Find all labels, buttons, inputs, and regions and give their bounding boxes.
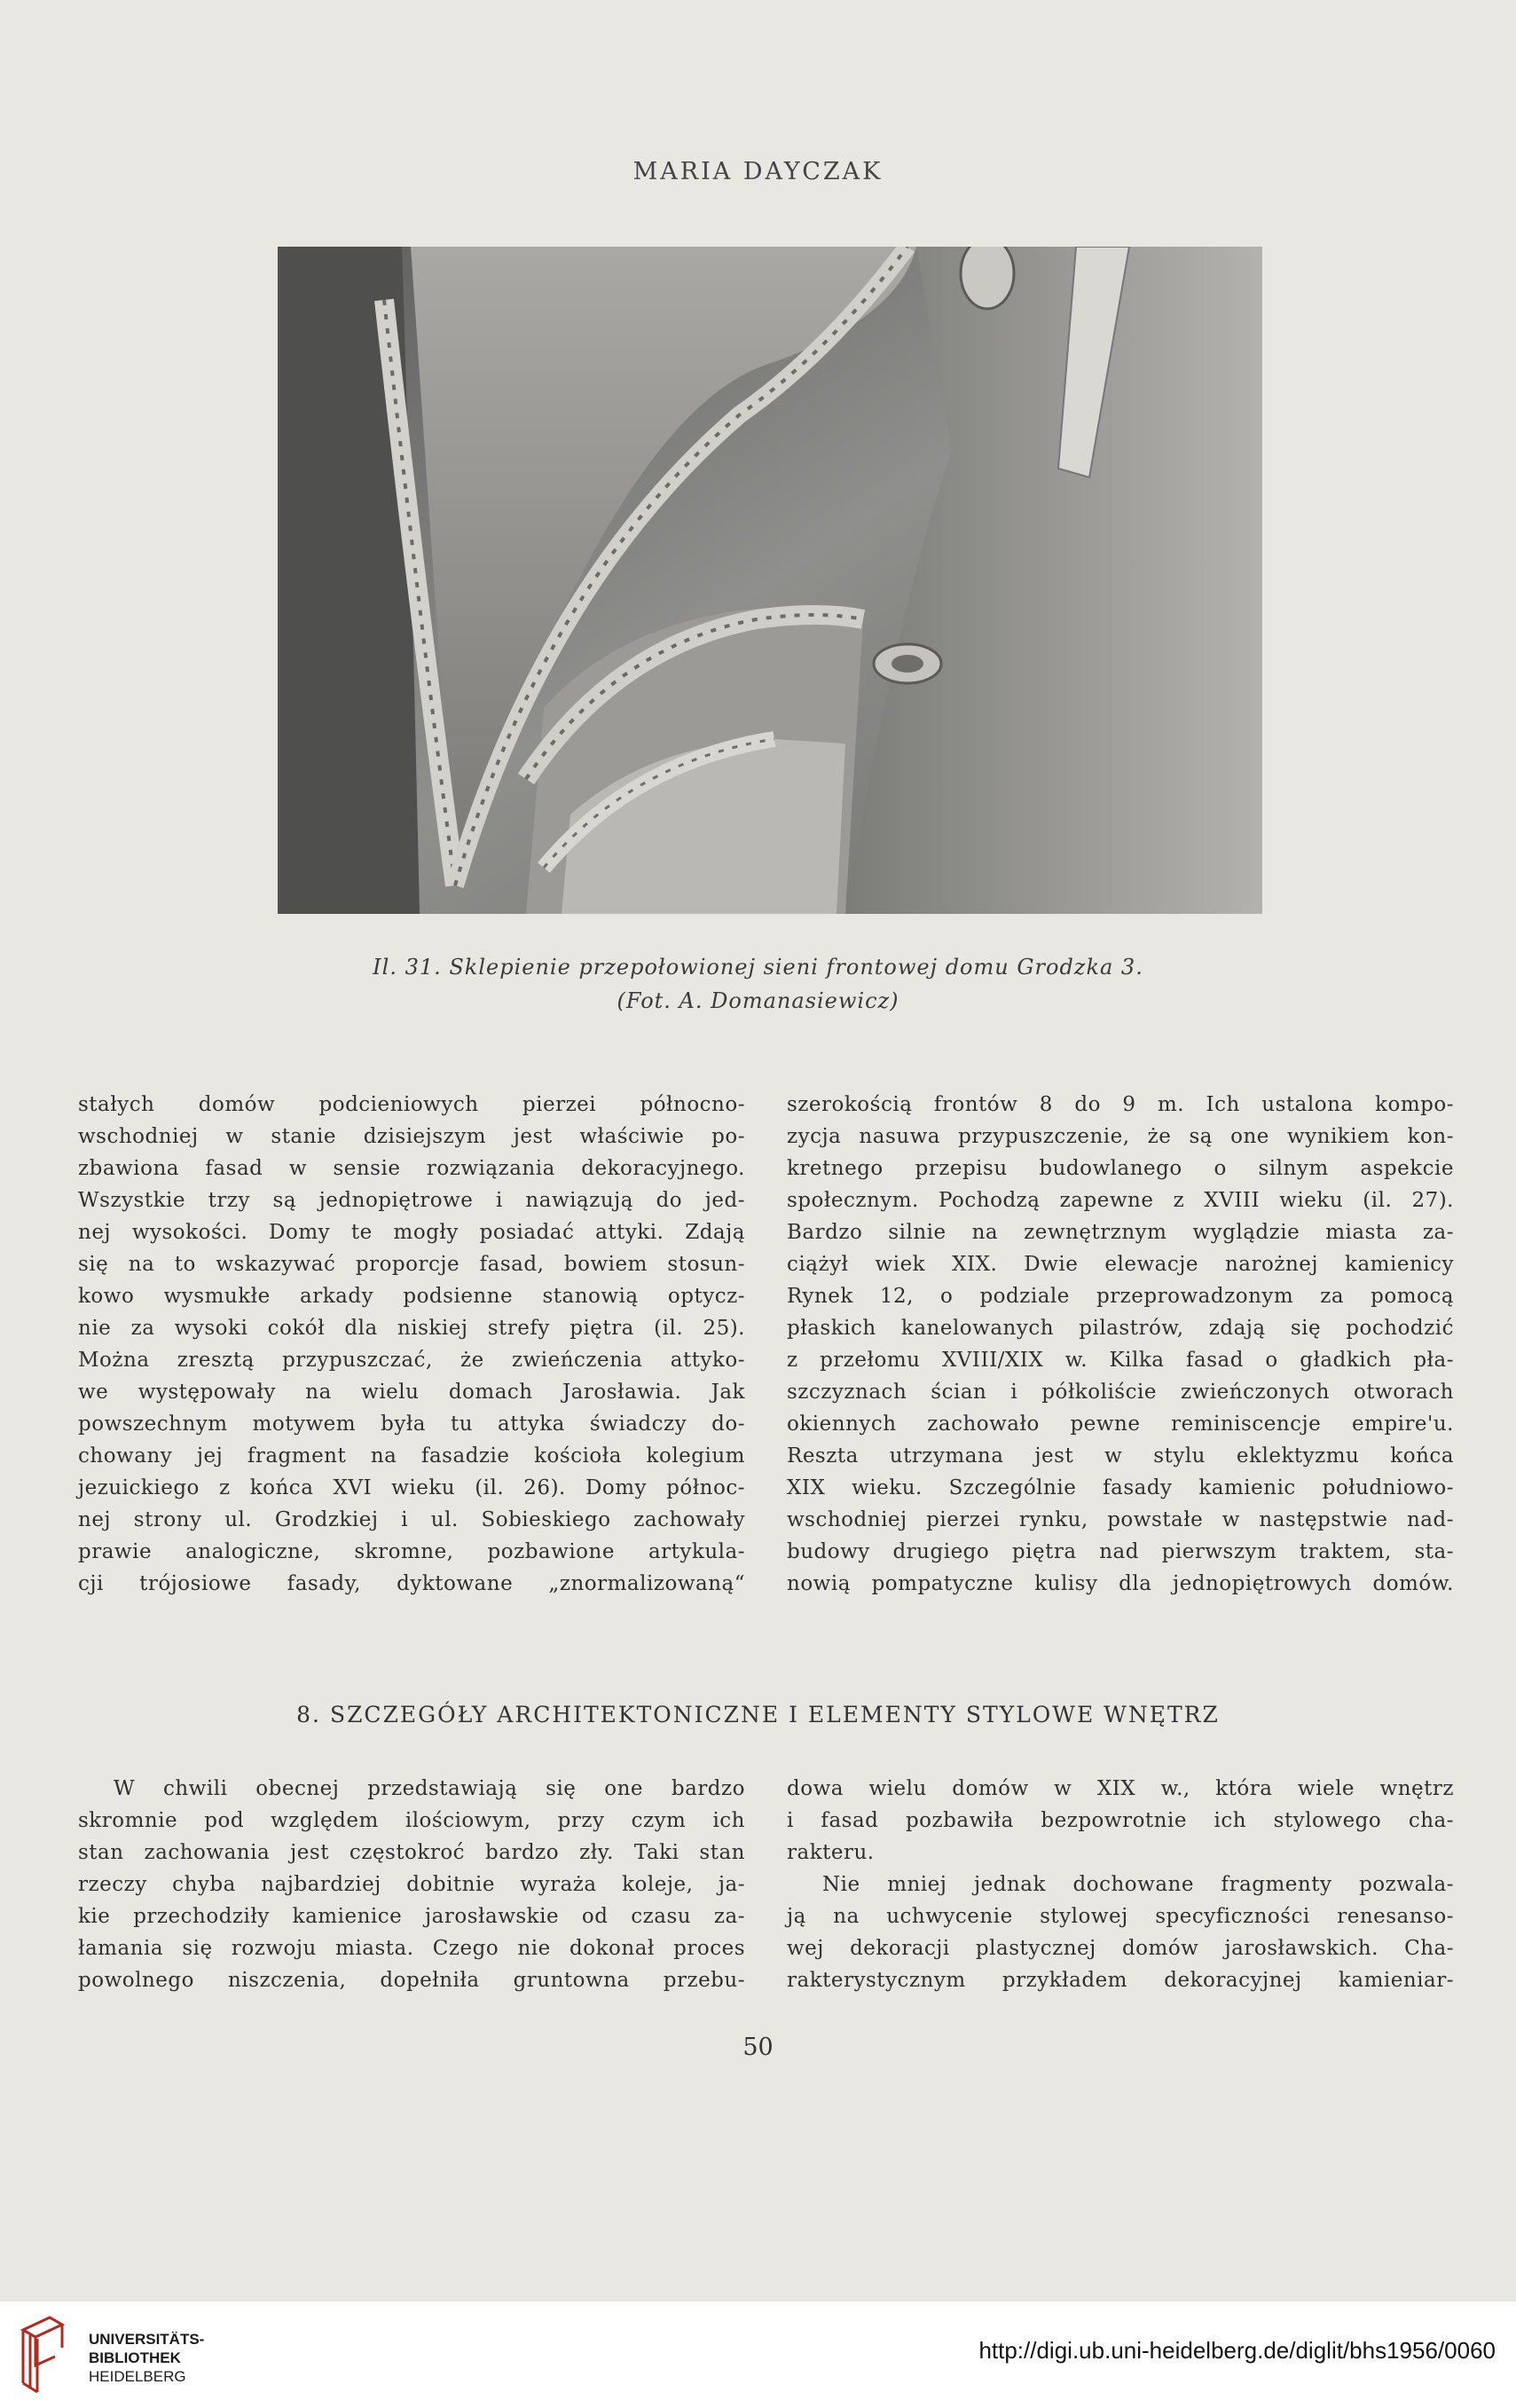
text-line: skromnie pod względem ilościowym, przy czym ich <box>78 1809 745 1832</box>
text-line: szczyznach ścian i półkoliście zwieńczonych otworach <box>787 1381 1454 1404</box>
library-logo-mark <box>14 2312 71 2397</box>
library-name-line: UNIVERSITÄTS- <box>89 2331 205 2348</box>
text-line: Nie mniej jednak dochowane fragmenty pozwala- <box>822 1873 1454 1896</box>
text-line: kretnego przepisu budowlanego o silnym aspekcie <box>787 1157 1454 1180</box>
text-line: kowo wysmukłe arkady podsienne stanowią optycz- <box>78 1285 745 1308</box>
text-line: zbawiona fasad w sensie rozwiązania dekoracyjnego. <box>78 1157 745 1180</box>
figure-caption <box>0 950 1516 1018</box>
text-line: zycja nasuwa przypuszczenie, że są one wynikiem kon- <box>787 1125 1454 1148</box>
text-line: powolnego niszczenia, dopełniła gruntowna przebu- <box>78 1969 745 1992</box>
text-line: powszechnym motywem była tu attyka świadczy do- <box>78 1413 745 1436</box>
text-line: jezuickiego z końca XVI wieku (il. 26). Domy północ- <box>78 1476 745 1499</box>
text-line: ciążył wiek XIX. Dwie elewacje narożnej kamienicy <box>787 1253 1454 1276</box>
text-line: wschodniej pierzei rynku, powstałe w następstwie nad- <box>787 1508 1454 1531</box>
running-head: MARIA DAYCZAK <box>632 158 884 185</box>
text-line: Wszystkie trzy są jednopiętrowe i nawiązują do jed- <box>78 1189 745 1212</box>
text-line: cji trójosiowe fasady, dyktowane „znormalizowaną“ <box>78 1572 745 1595</box>
text-line: kie przechodziły kamienice jarosławskie od czasu za- <box>78 1905 745 1928</box>
text-line: ją na uchwycenie stylowej specyficzności renesanso- <box>787 1905 1454 1928</box>
text-line: XIX wieku. Szczególnie fasady kamienic południowo- <box>787 1476 1454 1499</box>
page-number: 50 <box>742 2034 774 2061</box>
text-column-left-lower <box>78 1773 745 1996</box>
text-line: nej strony ul. Grodzkiej i ul. Sobieskiego zachowały <box>78 1508 745 1531</box>
section-heading: 8. SZCZEGÓŁY ARCHITEKTONICZNE I ELEMENTY STYLOWE WNĘTRZ <box>296 1702 1220 1727</box>
text-line: Rynek 12, o podziale przeprowadzonym za pomocą <box>787 1285 1454 1308</box>
text-line: okiennych zachowało pewne reminiscencje empire'u. <box>787 1413 1454 1436</box>
text-line: W chwili obecnej przedstawiają się one bardzo <box>114 1777 745 1800</box>
text-line: nej wysokości. Domy te mogły posiadać attyki. Zdają <box>78 1221 745 1244</box>
vault-photograph <box>278 247 1262 914</box>
source-url-link[interactable]: http://digi.ub.uni-heidelberg.de/diglit/bhs1956/0060 <box>978 2337 1496 2364</box>
text-line: Można zresztą przypuszczać, że zwieńczenia attyko- <box>78 1349 745 1372</box>
text-line: chowany jej fragment na fasadzie kościoła kolegium <box>78 1444 745 1468</box>
text-line: rakteru. <box>787 1841 875 1864</box>
text-column-right-lower <box>787 1773 1454 1996</box>
text-line: rakterystycznym przykładem dekoracyjnej kamieniar- <box>787 1969 1454 1992</box>
text-line: nowią pompatyczne kulisy dla jednopiętrowych domów. <box>787 1572 1454 1595</box>
caption-line-2: (Fot. A. Domanasiewicz) <box>617 988 899 1013</box>
text-line: Reszta utrzymana jest w stylu eklektyzmu końca <box>787 1444 1454 1468</box>
text-line: społecznym. Pochodzą zapewne z XVIII wieku (il. 27). <box>787 1189 1454 1212</box>
text-line: stałych domów podcieniowych pierzei północno- <box>78 1093 745 1116</box>
text-column-left-upper <box>78 1089 745 1600</box>
text-line: szerokością frontów 8 do 9 m. Ich ustalona kompo- <box>787 1093 1454 1116</box>
text-column-right-upper <box>787 1089 1454 1600</box>
text-line: się na to wskazywać proporcje fasad, bowiem stosun- <box>78 1253 745 1276</box>
text-line: budowy drugiego piętra nad pierwszym traktem, sta- <box>787 1540 1454 1563</box>
text-line: wej dekoracji plastycznej domów jarosławskich. Cha- <box>787 1937 1454 1960</box>
text-line: dowa wielu domów w XIX w., która wiele wnętrz <box>787 1777 1454 1800</box>
text-line: Bardzo silnie na zewnętrznym wyglądzie miasta za- <box>787 1221 1454 1244</box>
text-line: z przełomu XVIII/XIX w. Kilka fasad o gładkich pła- <box>787 1349 1454 1372</box>
library-name-line: BIBLIOTHEK <box>89 2349 181 2366</box>
text-line: i fasad pozbawiła bezpowrotnie ich stylowego cha- <box>787 1809 1454 1832</box>
text-line: płaskich kanelowanych pilastrów, zdają się pochodzić <box>787 1317 1454 1340</box>
footer-bar <box>0 2302 1516 2408</box>
caption-line-1: Il. 31. Sklepienie przepołowionej sieni frontowej domu Grodzka 3. <box>373 955 1143 980</box>
text-line: rzeczy chyba najbardziej dobitnie wyraża koleje, ja- <box>78 1873 745 1896</box>
library-name[interactable] <box>89 2330 204 2386</box>
text-line: stan zachowania jest częstokroć bardzo zły. Taki stan <box>78 1841 745 1864</box>
text-line: łamania się rozwoju miasta. Czego nie dokonał proces <box>78 1937 745 1960</box>
vault-photo-image <box>278 247 1262 914</box>
text-line: nie za wysoki cokół dla niskiej strefy piętra (il. 25). <box>78 1317 745 1340</box>
library-name-line: HEIDELBERG <box>89 2368 186 2385</box>
text-line: wschodniej w stanie dzisiejszym jest właściwie po- <box>78 1125 745 1148</box>
library-logo-icon[interactable] <box>14 2312 71 2397</box>
text-line: we występowały na wielu domach Jarosławia. Jak <box>78 1381 745 1404</box>
text-line: prawie analogiczne, skromne, pozbawione artykula- <box>78 1540 745 1563</box>
